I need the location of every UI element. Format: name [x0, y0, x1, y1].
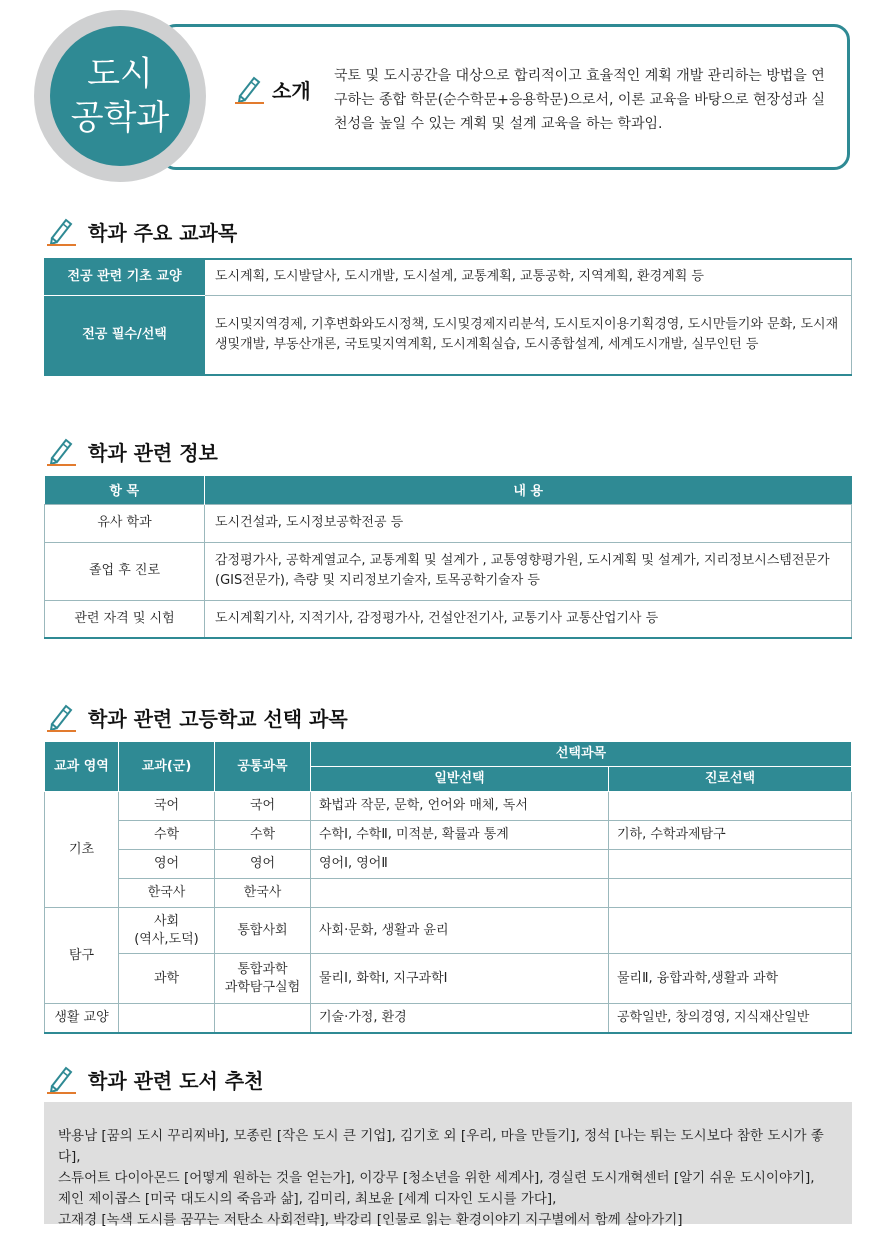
pencil-icon: [44, 436, 78, 466]
title-line-1: 도시: [87, 54, 153, 94]
group-cell: [119, 1004, 215, 1033]
area-cell: 생활 교양: [45, 1004, 119, 1033]
section-books-title: 학과 관련 도서 추천: [44, 1064, 263, 1094]
common-cell: 한국사: [215, 879, 311, 908]
subjects-table: [44, 741, 852, 1034]
career-cell: [609, 908, 852, 954]
table-row: [45, 850, 852, 879]
group-cell: 한국사: [119, 879, 215, 908]
common-cell: 국어: [215, 792, 311, 821]
book-line: 스튜어트 다이아몬드 [어떻게 원하는 것을 얻는가], 이강무 [청소년을 위한 세계사], 경실련 도시개혁센터 [알기 쉬운 도시이야기],: [58, 1170, 815, 1186]
common-cell: 영어: [215, 850, 311, 879]
table-row: [45, 879, 852, 908]
career-cell: 물리Ⅱ, 융합과학,생활과 과학: [609, 954, 852, 1004]
pencil-icon: [232, 74, 266, 104]
common-line: 통합과학: [237, 961, 288, 977]
pencil-icon: [44, 1064, 78, 1094]
group-cell: 과학: [119, 954, 215, 1004]
pencil-icon: [44, 216, 78, 246]
group-cell: 국어: [119, 792, 215, 821]
career-cell: 기하, 수학과제탐구: [609, 821, 852, 850]
common-line: 과학탐구실험: [224, 979, 301, 995]
section-info-title: 학과 관련 정보: [44, 436, 218, 466]
table-row: [45, 504, 852, 542]
career-cell: [609, 792, 852, 821]
header-general: 일반선택: [311, 767, 609, 792]
intro-heading: [232, 74, 311, 104]
area-cell: 기초: [45, 792, 119, 908]
courses-table: [44, 258, 852, 376]
career-cell: [609, 879, 852, 908]
title-line-2: 공학과: [70, 98, 170, 138]
row-label: 전공 필수/선택: [45, 295, 205, 375]
row-value: 도시계획기사, 지적기사, 감정평가사, 건설안전기사, 교통기사 교통산업기사 등: [205, 600, 852, 638]
row-value: 도시건설과, 도시정보공학전공 등: [205, 504, 852, 542]
general-cell: 영어Ⅰ, 영어Ⅱ: [311, 850, 609, 879]
section-courses-title: 학과 주요 교과목: [44, 216, 237, 246]
book-line: 고재경 [녹색 도시를 꿈꾸는 저탄소 사회전략], 박강리 [인물로 읽는 환경이야기 지구별에서 함께 살아가기]: [58, 1212, 683, 1228]
row-label: 관련 자격 및 시험: [45, 600, 205, 638]
group-cell: 수학: [119, 821, 215, 850]
row-label: 졸업 후 진로: [45, 542, 205, 600]
area-cell: 탐구: [45, 908, 119, 1004]
row-value: 감정평가사, 공학계열교수, 교통계획 및 설계가 , 교통영향평가원, 도시계획 및 설계가, 지리정보시스템전문가(GIS전문가), 측량 및 지리정보기술자, 토목공학기술자 등: [205, 542, 852, 600]
header-career: 진로선택: [609, 767, 852, 792]
table-row: [45, 908, 852, 954]
title-badge: [50, 26, 190, 166]
group-cell: 영어: [119, 850, 215, 879]
common-cell: 통합사회: [215, 908, 311, 954]
table-row: [45, 821, 852, 850]
intro-label: 소개: [272, 78, 311, 103]
row-label: 유사 학과: [45, 504, 205, 542]
table-row: [45, 259, 852, 295]
general-cell: 물리Ⅰ, 화학Ⅰ, 지구과학Ⅰ: [311, 954, 609, 1004]
common-cell: [215, 954, 311, 1004]
row-value: 도시및지역경제, 기후변화와도시정책, 도시및경제지리분석, 도시토지이용기획경영, 도시만들기와 문화, 도시재생및개발, 부동산개론, 국토및지역계획, 도시계획실습, 도시종합설계, 세계도시개발, 실무인턴 등: [205, 295, 852, 375]
page-title: [60, 52, 180, 140]
table-row: [45, 295, 852, 375]
header-area: 교과 영역: [45, 742, 119, 792]
table-row: [45, 954, 852, 1004]
header-item: 항 목: [45, 476, 205, 504]
row-label: 전공 관련 기초 교양: [45, 259, 205, 295]
table-row: [45, 1004, 852, 1033]
group-line: 사회: [153, 913, 180, 929]
group-line: (역사,도덕): [134, 931, 199, 947]
info-table: [44, 476, 852, 639]
table-row: [45, 600, 852, 638]
common-cell: 수학: [215, 821, 311, 850]
general-cell: 화법과 작문, 문학, 언어와 매체, 독서: [311, 792, 609, 821]
career-cell: 공학일반, 창의경영, 지식재산일반: [609, 1004, 852, 1033]
general-cell: 기술·가정, 환경: [311, 1004, 609, 1033]
general-cell: 사회·문화, 생활과 윤리: [311, 908, 609, 954]
table-row: [45, 792, 852, 821]
header-group: 교과(군): [119, 742, 215, 792]
books-box: [44, 1102, 852, 1228]
book-line: 제인 제이콥스 [미국 대도시의 죽음과 삶], 김미리, 최보윤 [세계 디자인 도시를 가다],: [58, 1191, 557, 1207]
common-cell: [215, 1004, 311, 1033]
pencil-icon: [44, 702, 78, 732]
group-cell: [119, 908, 215, 954]
career-cell: [609, 850, 852, 879]
header-common: 공통과목: [215, 742, 311, 792]
table-row: [45, 542, 852, 600]
book-line: 박용남 [꿈의 도시 꾸리찌바], 모종린 [작은 도시 큰 기업], 김기호 외 [우리, 마을 만들기], 정석 [나는 튀는 도시보다 참한 도시가 좋다],: [58, 1128, 824, 1165]
intro-text: 국토 및 도시공간을 대상으로 합리적이고 효율적인 계획 개발 관리하는 방법을 연구하는 종합 학문(순수학문+응용학문)으로서, 이론 교육을 바탕으로 현장성과 실천성을 높일 수 있는 계획 및 설계 교육을 하는 학과임.: [334, 68, 826, 132]
header-content: 내 용: [205, 476, 852, 504]
general-cell: [311, 879, 609, 908]
general-cell: 수학Ⅰ, 수학Ⅱ, 미적분, 확률과 통계: [311, 821, 609, 850]
section-subjects-title: 학과 관련 고등학교 선택 과목: [44, 702, 348, 732]
row-value: 도시계획, 도시발달사, 도시개발, 도시설계, 교통계획, 교통공학, 지역계획, 환경계획 등: [205, 259, 852, 295]
header-elective: 선택과목: [311, 742, 852, 767]
